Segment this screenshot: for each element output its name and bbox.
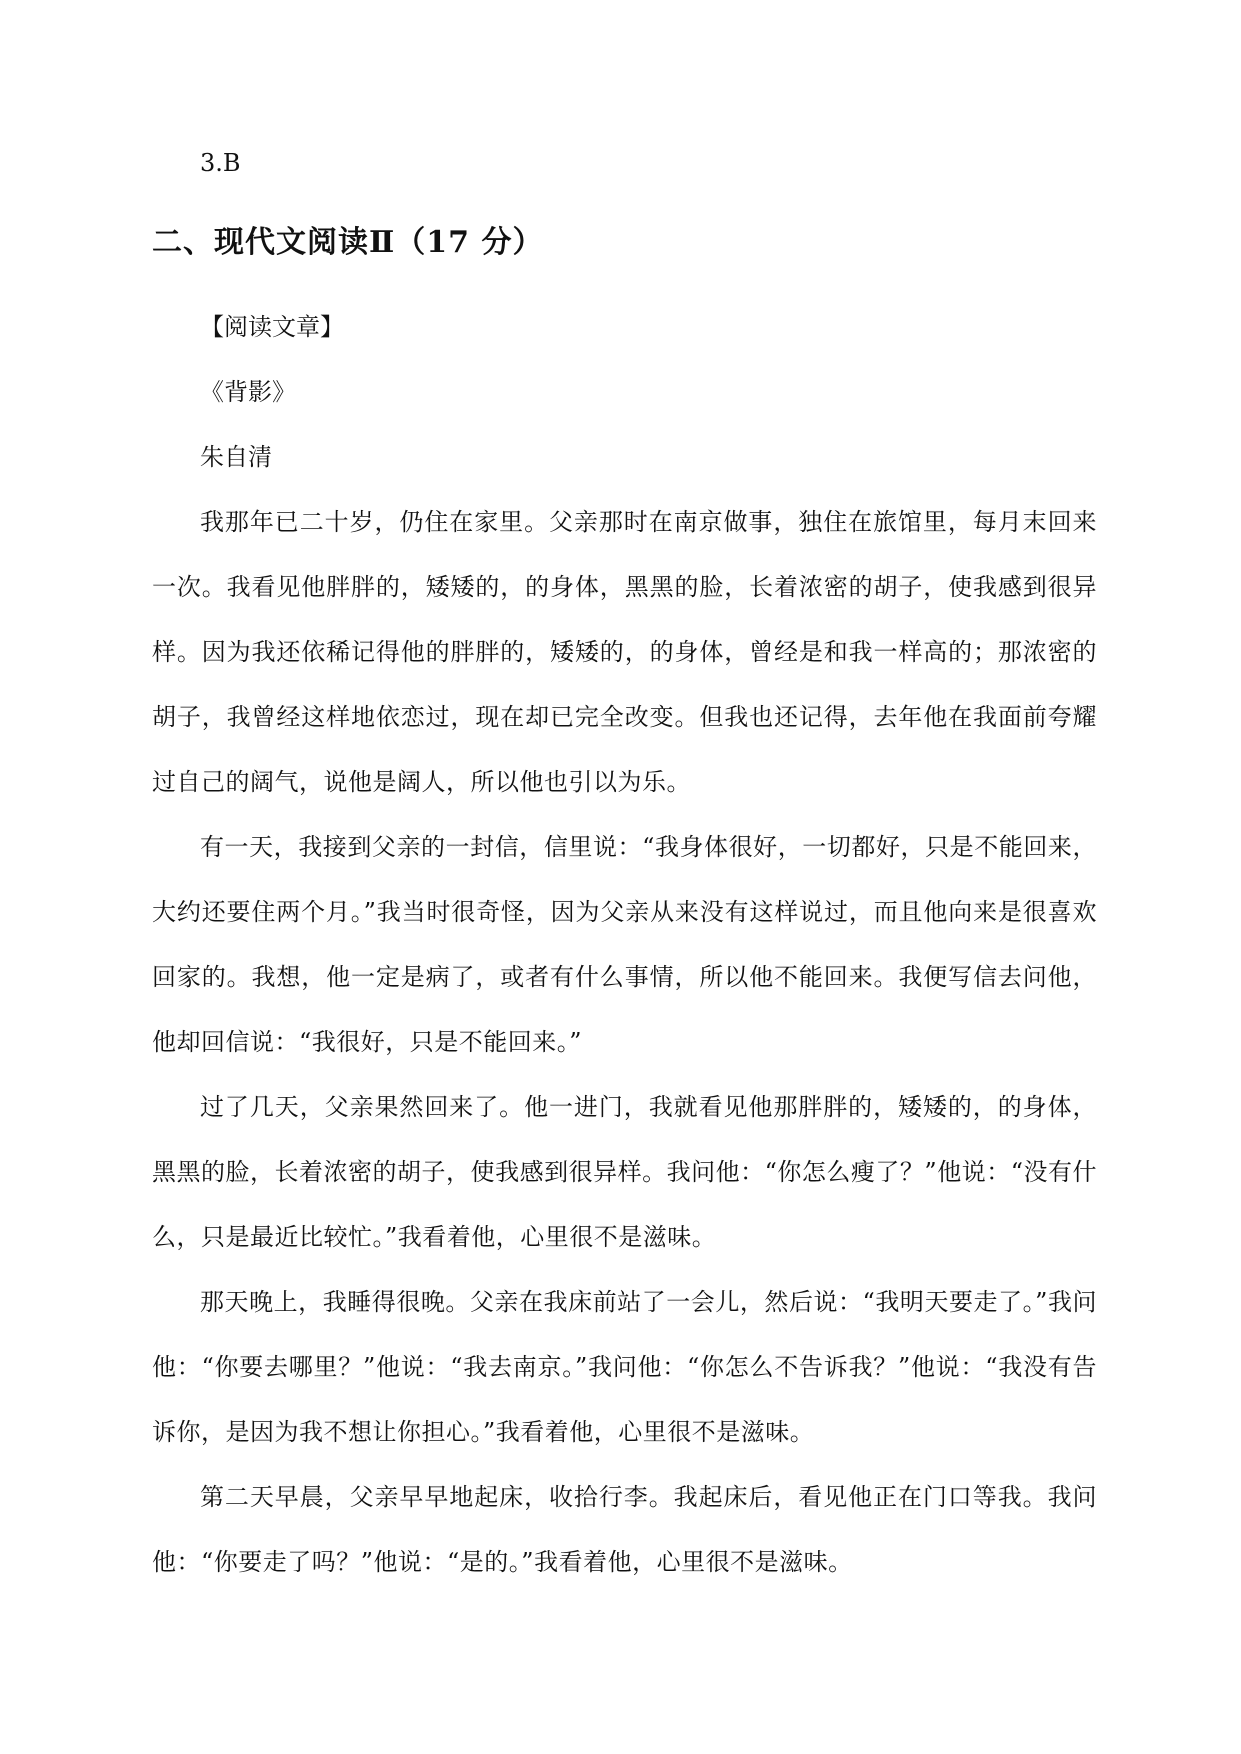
paragraph: 过了几天，父亲果然回来了。他一进门，我就看见他那胖胖的，矮矮的，的身体，黑黑的脸，长着浓密的胡子，使我感到很异样。我问他：“你怎么瘦了？”他说：“没有什么，只是最近比较忙。”我看着他，心里很不是滋味。 xyxy=(152,1093,1097,1251)
paragraph: 第二天早晨，父亲早早地起床，收拾行李。我起床后，看见他正在门口等我。我问他：“你要走了吗？”他说：“是的。”我看着他，心里很不是滋味。 xyxy=(152,1483,1097,1576)
answer-line: 3.B xyxy=(200,149,241,177)
paragraph: 有一天，我接到父亲的一封信，信里说：“我身体很好，一切都好，只是不能回来，大约还要住两个月。”我当时很奇怪，因为父亲从来没有这样说过，而且他向来是很喜欢回家的。我想，他一定是病了，或者有什么事情，所以他不能回来。我便写信去问他，他却回信说：“我很好，只是不能回来。” xyxy=(152,833,1097,1056)
document-content xyxy=(152,145,1097,1595)
article-author: 朱自清 xyxy=(200,443,272,471)
paragraph: 那天晚上，我睡得很晚。父亲在我床前站了一会儿，然后说：“我明天要走了。”我问他：“你要去哪里？”他说：“我去南京。”我问他：“你怎么不告诉我？”他说：“我没有告诉你，是因为我不想让你担心。”我看着他，心里很不是滋味。 xyxy=(152,1288,1097,1446)
reading-label: 【阅读文章】 xyxy=(200,313,344,341)
section-title: 二、现代文阅读Ⅱ（17 分） xyxy=(152,225,544,260)
article-title: 《背影》 xyxy=(200,378,296,406)
paragraph: 我那年已二十岁，仍住在家里。父亲那时在南京做事，独住在旅馆里，每月末回来一次。我看见他胖胖的，矮矮的，的身体，黑黑的脸，长着浓密的胡子，使我感到很异样。因为我还依稀记得他的胖胖的，矮矮的，的身体，曾经是和我一样高的；那浓密的胡子，我曾经这样地依恋过，现在却已完全改变。但我也还记得，去年他在我面前夸耀过自己的阔气，说他是阔人，所以他也引以为乐。 xyxy=(152,508,1097,796)
